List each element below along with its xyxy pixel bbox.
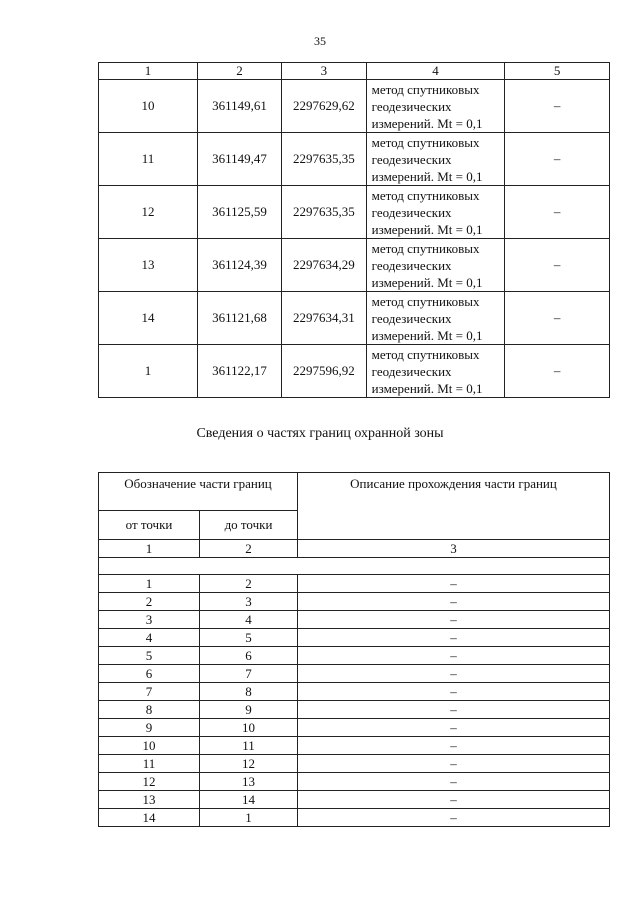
column-number-header: 2 — [200, 540, 298, 558]
x-coordinate-cell: 361124,39 — [197, 239, 281, 292]
to-point-cell: 2 — [200, 575, 298, 593]
from-point-cell: 4 — [99, 629, 200, 647]
method-line: измерений. Mt = 0,1 — [371, 327, 483, 343]
boundary-points-table — [98, 62, 610, 398]
description-cell: – — [298, 719, 610, 737]
description-cell: – — [298, 809, 610, 827]
from-point-header: от точки — [99, 511, 200, 540]
point-number-cell: 10 — [99, 80, 198, 133]
table-row — [99, 791, 610, 809]
point-number-cell: 14 — [99, 292, 198, 345]
table-row — [99, 755, 610, 773]
method-cell — [366, 133, 505, 186]
note-cell: – — [505, 292, 610, 345]
x-coordinate-cell: 361149,47 — [197, 133, 281, 186]
table-header-row — [99, 473, 610, 511]
method-line: геодезических — [371, 98, 452, 114]
column-number-header: 5 — [505, 63, 610, 80]
x-coordinate-cell: 361149,61 — [197, 80, 281, 133]
method-line: измерений. Mt = 0,1 — [371, 274, 483, 290]
note-cell: – — [505, 186, 610, 239]
table-row — [99, 345, 610, 398]
y-coordinate-cell: 2297634,29 — [282, 239, 366, 292]
method-cell — [366, 239, 505, 292]
page-number: 35 — [314, 34, 326, 48]
y-coordinate-cell: 2297635,35 — [282, 133, 366, 186]
column-number-header: 1 — [99, 63, 198, 80]
from-point-cell: 13 — [99, 791, 200, 809]
to-point-cell: 8 — [200, 683, 298, 701]
to-point-cell: 1 — [200, 809, 298, 827]
section-title: Сведения о частях границ охранной зоны — [196, 426, 444, 441]
description-cell: – — [298, 791, 610, 809]
to-point-cell: 12 — [200, 755, 298, 773]
from-point-cell: 1 — [99, 575, 200, 593]
method-cell — [366, 186, 505, 239]
column-number-header: 2 — [197, 63, 281, 80]
method-line: геодезических — [371, 204, 452, 220]
to-point-cell: 6 — [200, 647, 298, 665]
description-cell: – — [298, 629, 610, 647]
note-cell: – — [505, 80, 610, 133]
to-point-cell: 9 — [200, 701, 298, 719]
table-row — [99, 611, 610, 629]
description-cell: – — [298, 773, 610, 791]
description-header: Описание прохождения части границ — [298, 473, 610, 540]
table-row — [99, 575, 610, 593]
to-point-cell: 14 — [200, 791, 298, 809]
column-number-header: 4 — [366, 63, 505, 80]
from-point-cell: 5 — [99, 647, 200, 665]
designation-header: Обозначение части границ — [99, 473, 298, 511]
method-cell — [366, 292, 505, 345]
table-row — [99, 593, 610, 611]
x-coordinate-cell: 361121,68 — [197, 292, 281, 345]
x-coordinate-cell: 361125,59 — [197, 186, 281, 239]
table-row — [99, 737, 610, 755]
from-point-cell: 14 — [99, 809, 200, 827]
point-number-cell: 13 — [99, 239, 198, 292]
to-point-cell: 5 — [200, 629, 298, 647]
table-row — [99, 133, 610, 186]
method-line: геодезических — [371, 310, 452, 326]
table-row — [99, 186, 610, 239]
method-cell — [366, 345, 505, 398]
method-line: метод спутниковых — [371, 187, 480, 203]
table-row — [99, 701, 610, 719]
to-point-cell: 10 — [200, 719, 298, 737]
y-coordinate-cell: 2297596,92 — [282, 345, 366, 398]
method-line: метод спутниковых — [371, 346, 480, 362]
from-point-cell: 8 — [99, 701, 200, 719]
from-point-cell: 6 — [99, 665, 200, 683]
to-point-cell: 13 — [200, 773, 298, 791]
from-point-cell: 10 — [99, 737, 200, 755]
description-cell: – — [298, 593, 610, 611]
column-number-header: 3 — [282, 63, 366, 80]
to-point-cell: 3 — [200, 593, 298, 611]
description-cell: – — [298, 701, 610, 719]
column-numbers-row — [99, 540, 610, 558]
method-line: измерений. Mt = 0,1 — [371, 380, 483, 396]
table-header-row — [99, 63, 610, 80]
description-cell: – — [298, 611, 610, 629]
description-cell: – — [298, 683, 610, 701]
column-number-header: 1 — [99, 540, 200, 558]
table-row — [99, 292, 610, 345]
method-cell — [366, 80, 505, 133]
method-line: геодезических — [371, 151, 452, 167]
x-coordinate-cell: 361122,17 — [197, 345, 281, 398]
method-line: измерений. Mt = 0,1 — [371, 168, 483, 184]
description-cell: – — [298, 575, 610, 593]
from-point-cell: 11 — [99, 755, 200, 773]
empty-row — [99, 558, 610, 575]
description-cell: – — [298, 737, 610, 755]
table-row — [99, 773, 610, 791]
boundary-parts-table — [98, 472, 610, 827]
table-row — [99, 239, 610, 292]
empty-cell — [99, 558, 610, 575]
from-point-cell: 9 — [99, 719, 200, 737]
from-point-cell: 2 — [99, 593, 200, 611]
from-point-cell: 12 — [99, 773, 200, 791]
note-cell: – — [505, 345, 610, 398]
method-line: измерений. Mt = 0,1 — [371, 115, 483, 131]
table-row — [99, 719, 610, 737]
table-row — [99, 665, 610, 683]
method-line: метод спутниковых — [371, 81, 480, 97]
method-line: метод спутниковых — [371, 240, 480, 256]
from-point-cell: 7 — [99, 683, 200, 701]
to-point-cell: 4 — [200, 611, 298, 629]
description-cell: – — [298, 665, 610, 683]
table-row — [99, 809, 610, 827]
method-line: метод спутниковых — [371, 134, 480, 150]
point-number-cell: 12 — [99, 186, 198, 239]
method-line: метод спутниковых — [371, 293, 480, 309]
from-point-cell: 3 — [99, 611, 200, 629]
table-row — [99, 647, 610, 665]
point-number-cell: 11 — [99, 133, 198, 186]
y-coordinate-cell: 2297635,35 — [282, 186, 366, 239]
table-row — [99, 629, 610, 647]
method-line: геодезических — [371, 363, 452, 379]
y-coordinate-cell: 2297629,62 — [282, 80, 366, 133]
to-point-header: до точки — [200, 511, 298, 540]
y-coordinate-cell: 2297634,31 — [282, 292, 366, 345]
note-cell: – — [505, 239, 610, 292]
description-cell: – — [298, 755, 610, 773]
table-row — [99, 683, 610, 701]
method-line: геодезических — [371, 257, 452, 273]
description-cell: – — [298, 647, 610, 665]
point-number-cell: 1 — [99, 345, 198, 398]
method-line: измерений. Mt = 0,1 — [371, 221, 483, 237]
table-row — [99, 80, 610, 133]
column-number-header: 3 — [298, 540, 610, 558]
note-cell: – — [505, 133, 610, 186]
to-point-cell: 11 — [200, 737, 298, 755]
to-point-cell: 7 — [200, 665, 298, 683]
